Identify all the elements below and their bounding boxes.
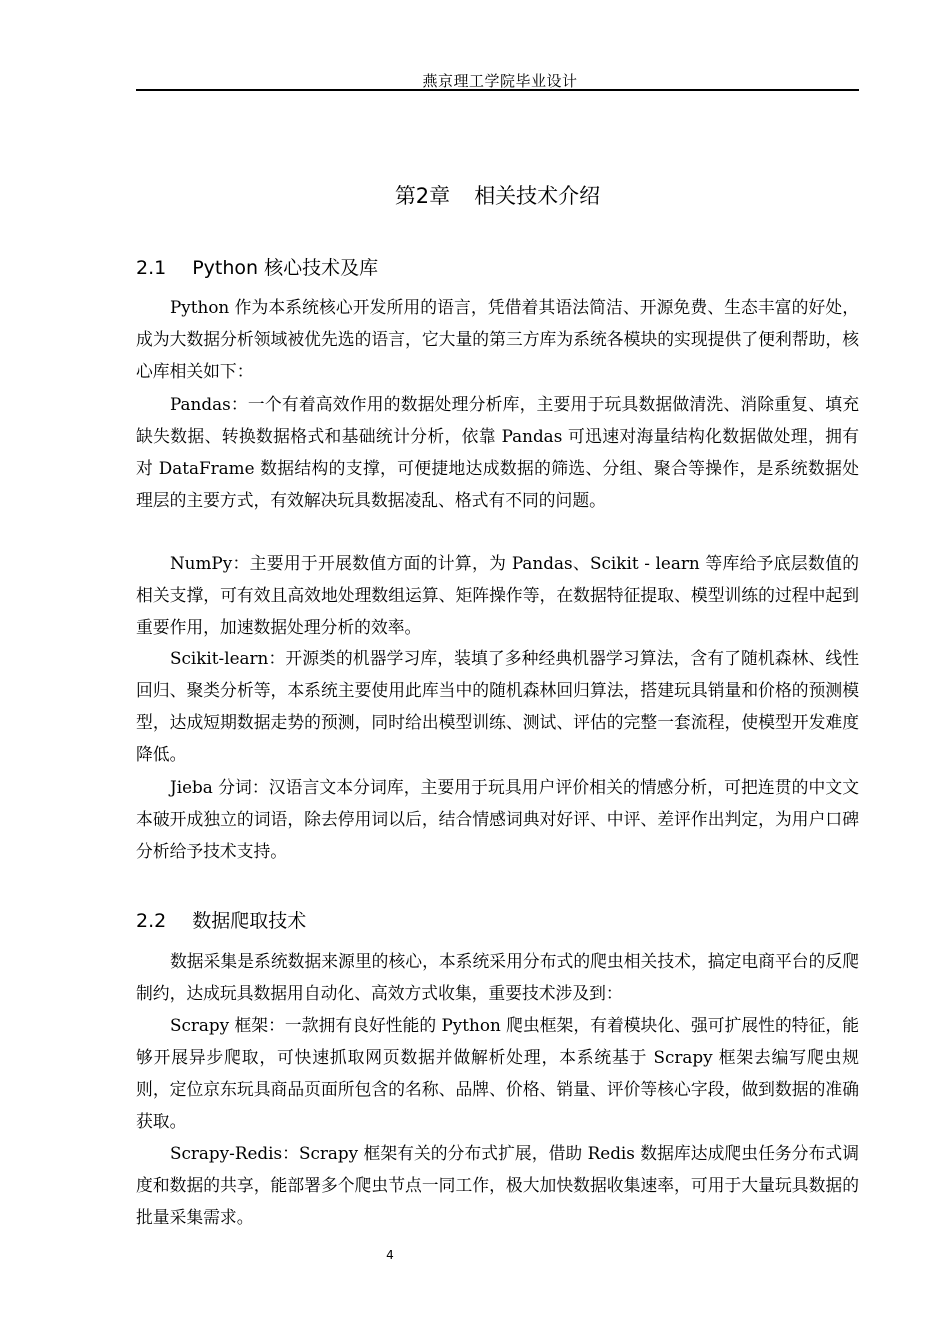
paragraph: 数据采集是系统数据来源里的核心，本系统采用分布式的爬虫相关技术，搞定电商平台的反爬制约，达成玩具数据用自动化、高效方式收集，重要技术涉及到： (136, 951, 859, 1003)
paragraph: Pandas：一个有着高效作用的数据处理分析库，主要用于玩具数据做清洗、消除重复、填充缺失数据、转换数据格式和基础统计分析，依靠 Pandas 可迅速对海量结构化数据做处理，拥有对 DataFrame 数据结构的支撑，可便捷地达成数据的筛选、分组、聚合等操作，是系统数据处理层的主要方式，有效解决玩具数据凌乱、格式有不同的问题。 (136, 394, 859, 510)
page-number: 4 (386, 1248, 394, 1262)
page-header: 燕京理工学院毕业设计 (422, 72, 578, 90)
section-heading-2-1 (136, 253, 378, 280)
section-name: Python 核心技术及库 (192, 257, 379, 279)
chapter-number: 第2章 (394, 184, 451, 208)
paragraph: Scrapy-Redis：Scrapy 框架有关的分布式扩展，借助 Redis 数据库达成爬虫任务分布式调度和数据的共享，能部署多个爬虫节点一同工作，极大加快数据收集速率，可用于大量玩具数据的批量采集需求。 (136, 1143, 859, 1227)
paragraph: Python 作为本系统核心开发所用的语言，凭借着其语法简洁、开源免费、生态丰富的好处，成为大数据分析领域被优先选的语言，它大量的第三方库为系统各模块的实现提供了便利帮助，核心库相关如下： (136, 297, 859, 381)
paragraph: Scikit-learn：开源类的机器学习库，装填了多种经典机器学习算法，含有了随机森林、线性回归、聚类分析等，本系统主要使用此库当中的随机森林回归算法，搭建玩具销量和价格的预测模型，达成短期数据走势的预测，同时给出模型训练、测试、评估的完整一套流程，使模型开发难度降低。 (136, 648, 859, 764)
paragraph: Jieba 分词：汉语言文本分词库，主要用于玩具用户评价相关的情感分析，可把连贯的中文文本破开成独立的词语，除去停用词以后，结合情感词典对好评、中评、差评作出判定，为用户口碑分析给予技术支持。 (136, 777, 859, 861)
chapter-title (136, 180, 859, 210)
header-rule (136, 89, 859, 91)
section-number: 2.1 (136, 257, 167, 279)
section-heading-2-2 (136, 906, 306, 933)
chapter-name: 相关技术介绍 (474, 184, 601, 208)
paragraph: Scrapy 框架：一款拥有良好性能的 Python 爬虫框架，有着模块化、强可扩展性的特征，能够开展异步爬取，可快速抓取网页数据并做解析处理，本系统基于 Scrapy 框架去编写爬虫规则，定位京东玩具商品页面所包含的名称、品牌、价格、销量、评价等核心字段，做到数据的准确获取。 (136, 1015, 859, 1131)
paragraph: NumPy：主要用于开展数值方面的计算，为 Pandas、Scikit - learn 等库给予底层数值的相关支撑，可有效且高效地处理数组运算、矩阵操作等，在数据特征提取、模型训练的过程中起到重要作用，加速数据处理分析的效率。 (136, 553, 859, 637)
section-number: 2.2 (136, 910, 167, 932)
section-name: 数据爬取技术 (192, 910, 307, 932)
